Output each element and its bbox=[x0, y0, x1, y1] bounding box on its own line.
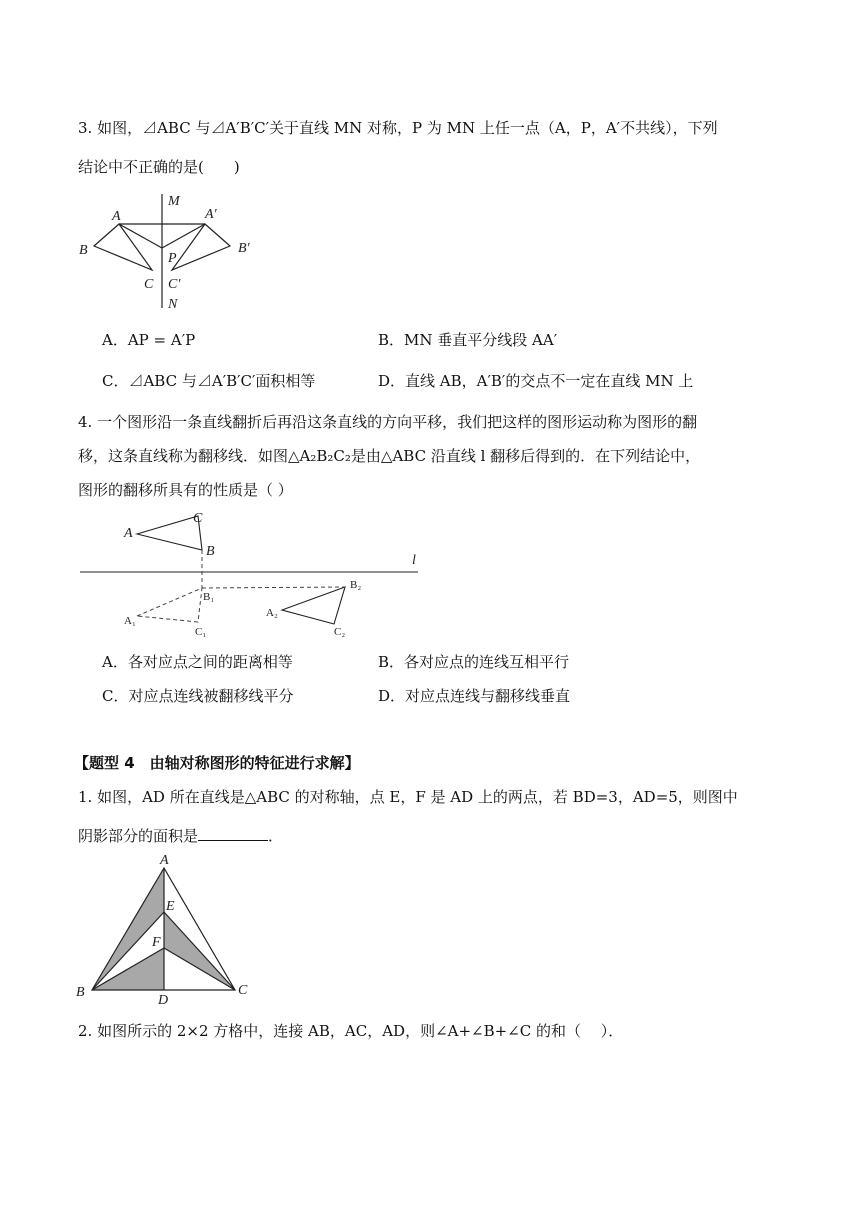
label-B-prime: B′ bbox=[238, 241, 250, 256]
q3-option-c: C．⊿ABC 与⊿A′B′C′面积相等 bbox=[102, 372, 316, 390]
q4-option-a: A．各对应点之间的距离相等 bbox=[102, 653, 293, 671]
p1-line-2-end: ． bbox=[268, 827, 284, 845]
p1-figure bbox=[72, 848, 262, 1006]
p1-line-2-text: 阴影部分的面积是 bbox=[78, 827, 199, 845]
label-A-prime: A′ bbox=[205, 207, 217, 222]
triangle-abc bbox=[94, 224, 152, 270]
label-A: A bbox=[112, 209, 121, 224]
q4-line-1: 4. 一个图形沿一条直线翻折后再沿这条直线的方向平移，我们把这样的图形运动称为图形的翻 bbox=[78, 413, 698, 431]
label-A1: A₁ bbox=[124, 615, 136, 627]
label-A2: A₂ bbox=[266, 607, 278, 619]
label-C2: C₂ bbox=[334, 626, 346, 638]
triangle-a2b2c2 bbox=[172, 224, 230, 270]
q3-option-a: A．AP = A′P bbox=[102, 331, 196, 349]
p1-line-1: 1. 如图，AD 所在直线是△ABC 的对称轴，点 E，F 是 AD 上的两点，若 BD=3，AD=5，则图中 bbox=[78, 788, 738, 806]
label-P: P bbox=[168, 251, 177, 266]
q3-line-1: 3. 如图，⊿ABC 与⊿A′B′C′关于直线 MN 对称，P 为 MN 上任一点（A，P，A′不共线），下列 bbox=[78, 119, 718, 137]
section-title: 【题型 4 由轴对称图形的特征进行求解】 bbox=[74, 754, 360, 772]
q3-figure bbox=[74, 190, 274, 315]
q4-option-b: B．各对应点的连线互相平行 bbox=[378, 653, 570, 671]
q4-option-d: D．对应点连线与翻移线垂直 bbox=[378, 687, 571, 705]
p1-line-2 bbox=[78, 826, 283, 846]
label-B1: B₁ bbox=[203, 591, 215, 603]
label-B: B bbox=[79, 243, 88, 258]
label-D: D bbox=[158, 993, 169, 1008]
q3-option-b: B．MN 垂直平分线段 AA′ bbox=[378, 331, 558, 349]
p2-line-1: 2. 如图所示的 2×2 方格中，连接 AB，AC，AD，则∠A+∠B+∠C 的和（ ）． bbox=[78, 1022, 624, 1040]
label-A: A bbox=[124, 526, 133, 541]
triangle-a2b2c2 bbox=[282, 587, 345, 624]
q3-option-d: D．直线 AB，A′B′的交点不一定在直线 MN 上 bbox=[378, 372, 694, 390]
label-l: l bbox=[412, 553, 416, 568]
q4-figure bbox=[80, 508, 425, 643]
label-C: C bbox=[193, 511, 203, 526]
label-B2: B₂ bbox=[350, 579, 362, 591]
label-M: M bbox=[168, 194, 180, 209]
label-B: B bbox=[76, 985, 85, 1000]
label-E: E bbox=[166, 899, 175, 914]
label-B: B bbox=[206, 544, 215, 559]
label-F: F bbox=[152, 935, 161, 950]
label-C: C bbox=[238, 983, 248, 998]
q3-line-2: 结论中不正确的是( ) bbox=[78, 158, 240, 176]
triangle-a1b1c1 bbox=[137, 588, 202, 622]
label-C-prime: C′ bbox=[168, 277, 181, 292]
label-C1: C₁ bbox=[195, 626, 207, 638]
q4-option-c: C．对应点连线被翻移线平分 bbox=[102, 687, 294, 705]
label-C: C bbox=[144, 277, 154, 292]
answer-blank bbox=[198, 826, 268, 841]
q4-line-3: 图形的翻移所具有的性质是（ ） bbox=[78, 481, 293, 499]
q4-line-2: 移，这条直线称为翻移线．如图△A₂B₂C₂是由△ABC 沿直线 l 翻移后得到的．在下列结论中， bbox=[78, 447, 701, 465]
label-N: N bbox=[168, 297, 178, 312]
label-A: A bbox=[160, 853, 169, 868]
